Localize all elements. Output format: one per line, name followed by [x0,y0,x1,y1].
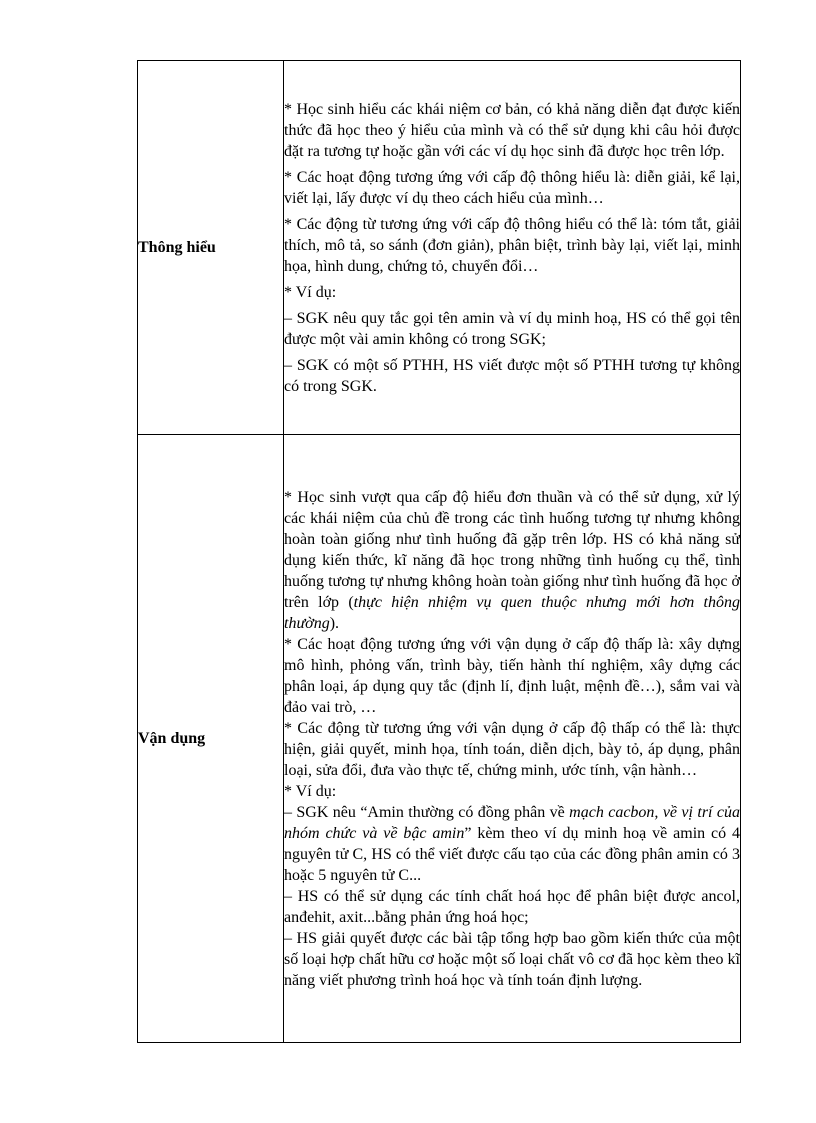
paragraph: – SGK nêu quy tắc gọi tên amin và ví dụ minh hoạ, HS có thể gọi tên được một vài amin không có trong SGK; [284,309,740,348]
level-label: Thông hiểu [138,61,284,435]
cognitive-levels-table [137,60,741,1043]
paragraph-text: * Học sinh vượt qua cấp độ hiểu đơn thuần và có thể sử dụng, xử lý các khái niệm của chủ đề trong các tình huống tương tự nhưng không hoàn toàn giống như tình huống đã gặp trên lớp. HS có khả năng sử dụng kiến thức, kĩ năng đã học trong những tình huống cụ thể, tình huống tương tự nhưng không hoàn toàn giống như tình huống đã học ở trên lớp ( [284,488,740,611]
table-row [138,61,741,435]
paragraph: * Ví dụ: [284,283,337,301]
table-row [138,435,741,1043]
paragraph-italic: thực hiện nhiệm vụ quen thuộc nhưng mới hơn thông thường [284,593,741,632]
paragraph: * Các động từ tương ứng với vận dụng ở cấp độ thấp có thể là: thực hiện, giải quyết, minh họa, tính toán, diễn dịch, bày tỏ, áp dụng, phân loại, sửa đổi, đưa vào thực tế, chứng minh, ước tính, vận hành… [284,719,740,779]
paragraph: * Học sinh hiểu các khái niệm cơ bản, có khả năng diễn đạt được kiến thức đã học theo ý hiểu của mình và có thể sử dụng khi câu hỏi được đặt ra tương tự hoặc gần với các ví dụ học sinh đã được học trên lớp. [284,100,740,160]
level-label: Vận dụng [138,435,284,1043]
paragraph-text: – SGK nêu “Amin thường có đồng phân về [284,803,570,821]
paragraph [284,487,740,634]
paragraph: * Các động từ tương ứng với cấp độ thông hiểu có thể là: tóm tắt, giải thích, mô tả, so sánh (đơn giản), phân biệt, trình bày lại, viết lại, minh họa, hình dung, chứng tỏ, chuyển đổi… [284,215,740,275]
paragraph [284,802,740,886]
paragraph-text: ” kèm theo ví dụ minh hoạ về amin có 4 nguyên tử C, HS có thể viết được cấu tạo của các đồng phân amin có 3 hoặc 5 nguyên tử C... [284,824,741,884]
paragraph-italic: mạch cacbon, về vị trí của nhóm chức và về bậc amin [284,803,740,842]
level-description [284,435,741,1043]
paragraph-text: ). [329,614,340,632]
paragraph: * Các hoạt động tương ứng với vận dụng ở cấp độ thấp là: xây dựng mô hình, phỏng vấn, trình bày, tiến hành thí nghiệm, xây dựng các phân loại, áp dụng quy tắc (định lí, định luật, mệnh đề…), sắm vai và đảo vai trò, … [284,635,740,716]
paragraph: – HS có thể sử dụng các tính chất hoá học để phân biệt được ancol, anđehit, axit...bằng phản ứng hoá học; [284,887,740,926]
paragraph: – SGK có một số PTHH, HS viết được một số PTHH tương tự không có trong SGK. [284,356,740,395]
paragraph: – HS giải quyết được các bài tập tổng hợp bao gồm kiến thức của một số loại hợp chất hữu cơ hoặc một số loại chất vô cơ đã học kèm theo kĩ năng viết phương trình hoá học và tính toán định lượng. [284,929,740,989]
paragraph: * Ví dụ: [284,782,337,800]
paragraph: * Các hoạt động tương ứng với cấp độ thông hiểu là: diễn giải, kể lại, viết lại, lấy được ví dụ theo cách hiểu của mình… [284,168,740,207]
level-description [284,61,741,435]
